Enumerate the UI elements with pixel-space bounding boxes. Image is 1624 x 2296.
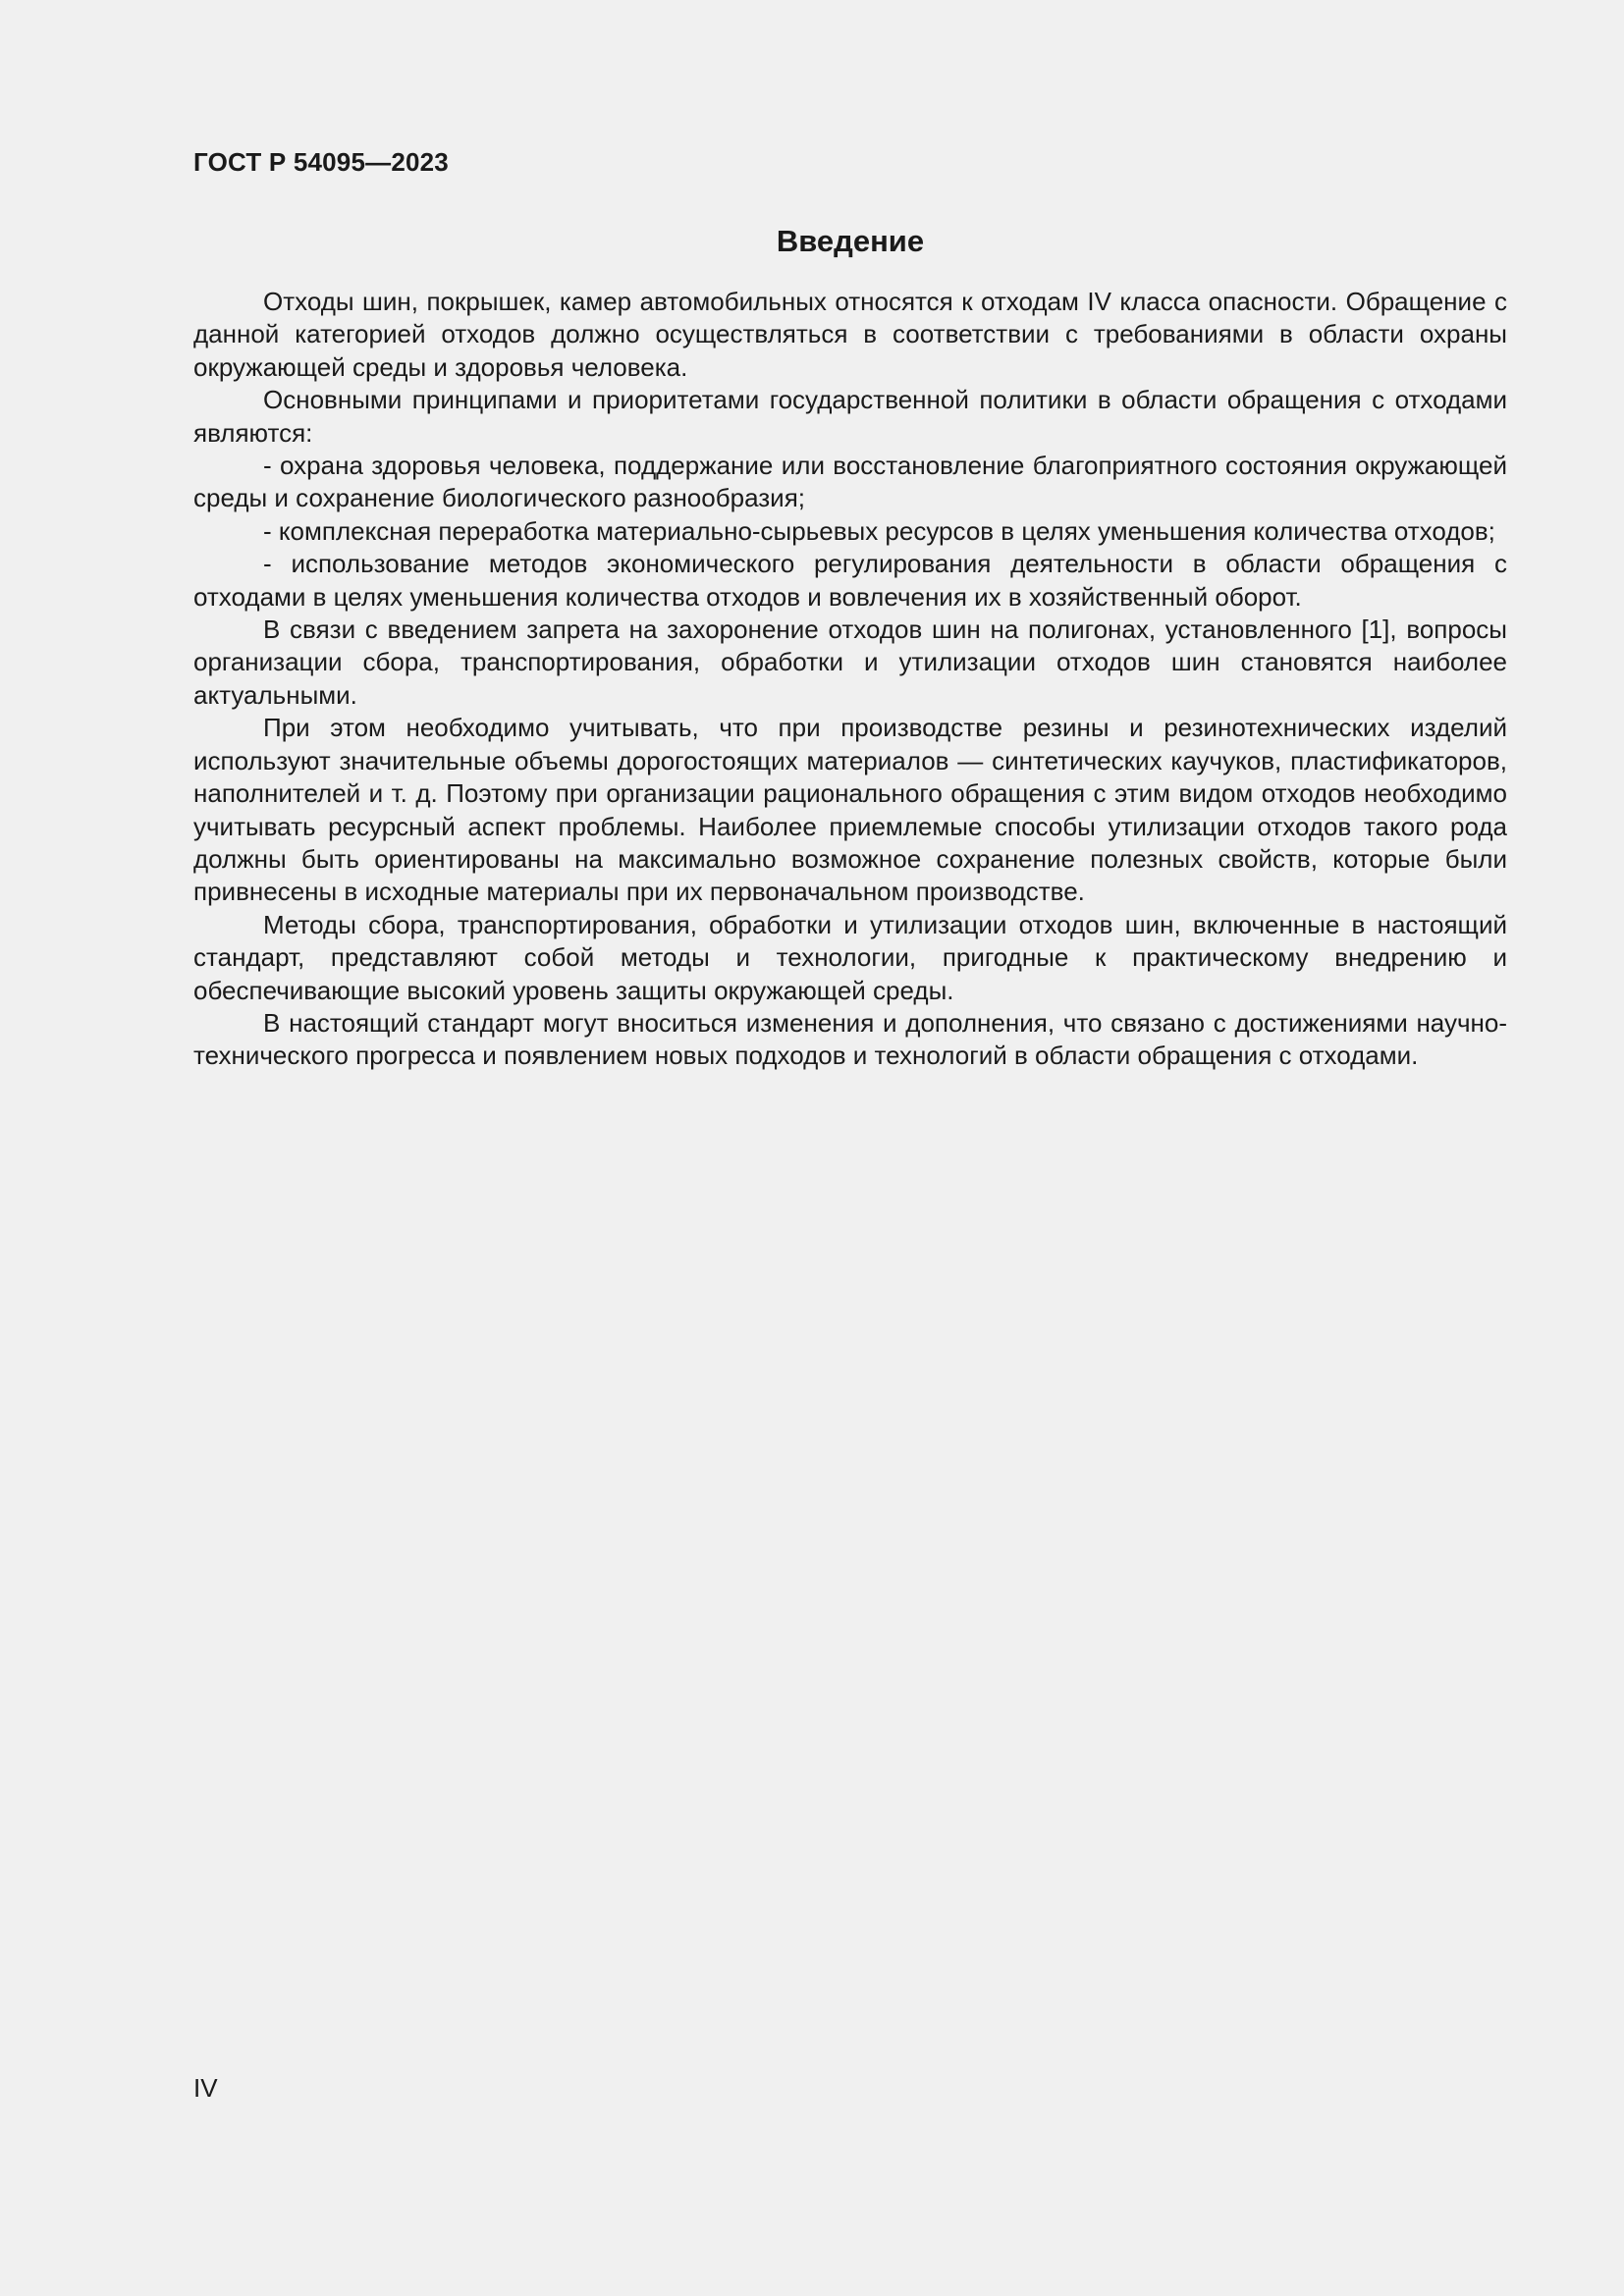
- paragraph: В настоящий стандарт могут вноситься изменения и дополнения, что связано с достижениями научно-технического прогресса и появлением новых подходов и технологий в области обращения с отходами.: [193, 1007, 1507, 1071]
- body-text: [193, 286, 1507, 1073]
- list-item: - охрана здоровья человека, поддержание или восстановление благоприятного состояния окружающей среды и сохранение биологического разнообразия;: [193, 451, 1507, 513]
- page-number: IV: [193, 2073, 218, 2103]
- paragraph: Методы сбора, транспортирования, обработки и утилизации отходов шин, включенные в настоящий стандарт, представляют собой методы и технологии, пригодные к практическому внедрению и обеспечивающие высокий уровень защиты окружающей среды.: [193, 909, 1507, 1005]
- list-item: - комплексная переработка материально-сырьевых ресурсов в целях уменьшения количества отходов;: [263, 515, 1495, 546]
- paragraph: Основными принципами и приоритетами государственной политики в области обращения с отходами являются:: [193, 385, 1507, 448]
- document-header: ГОСТ Р 54095—2023: [193, 147, 449, 177]
- list-item: - использование методов экономического регулирования деятельности в области обращения с отходами в целях уменьшения количества отходов и вовлечения их в хозяйственный оборот.: [193, 549, 1507, 612]
- section-title: Введение: [776, 224, 925, 258]
- paragraph: При этом необходимо учитывать, что при производстве резины и резинотехнических изделий используют значительные объемы дорогостоящих материалов — синтетических каучуков, пластификаторов, наполнителей и т. д. Поэтому при организации рационального обращения с этим видом отходов необходимо учитывать ресурсный аспект проблемы. Наиболее приемлемые способы утилизации отходов такого рода должны быть ориентированы на максимально возможное сохранение полезных свойств, которые были привнесены в исходные материалы при их первоначальном производстве.: [193, 713, 1507, 907]
- paragraph: В связи с введением запрета на захоронение отходов шин на полигонах, установленного [1], вопросы организации сбора, транспортирования, обработки и утилизации отходов шин становятся наиболее актуальными.: [193, 614, 1507, 710]
- paragraph: Отходы шин, покрышек, камер автомобильных относятся к отходам IV класса опасности. Обращение с данной категорией отходов должно осуществляться в соответствии с требованиями в области охраны окружающей среды и здоровья человека.: [193, 287, 1507, 382]
